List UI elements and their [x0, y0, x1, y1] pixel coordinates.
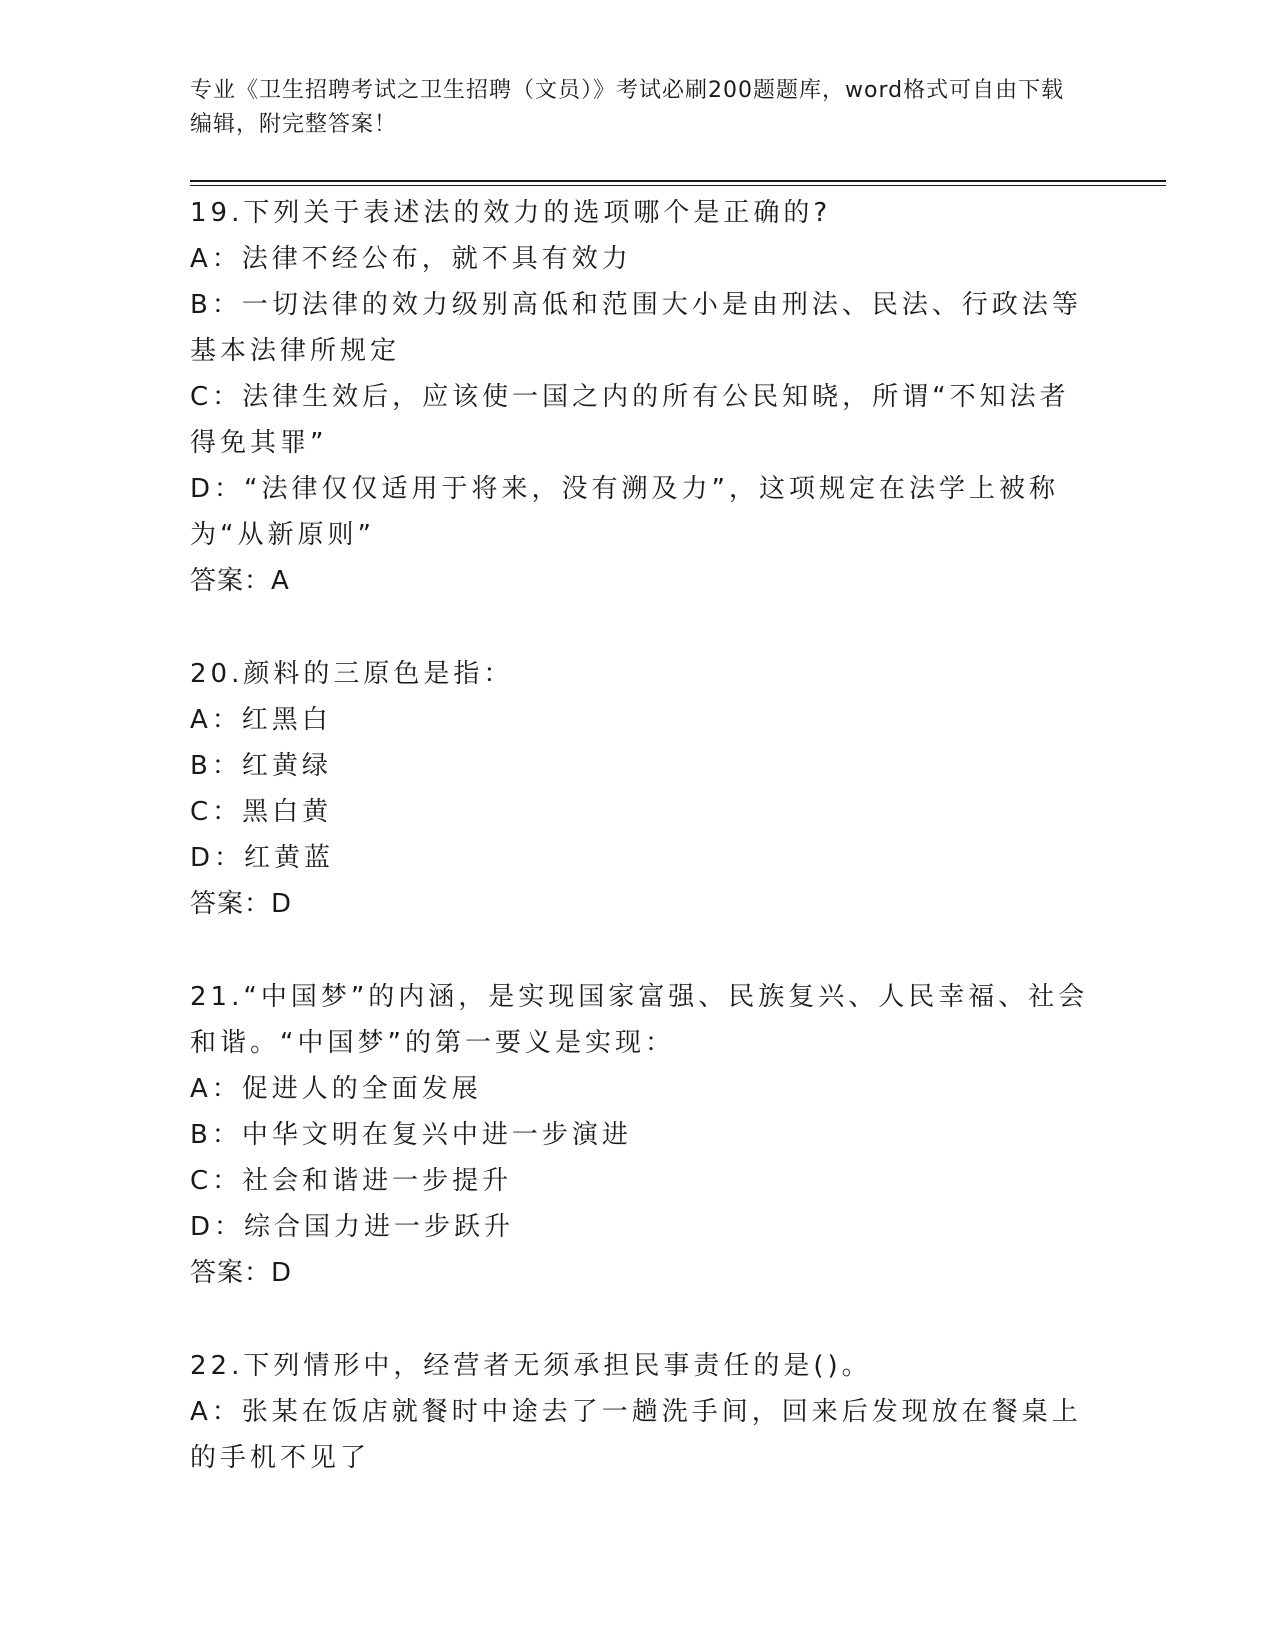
- answer-line: [190, 1250, 1090, 1296]
- option-c: C：法律生效后，应该使一国之内的所有公民知晓，所谓“不知法者得免其罪”: [190, 382, 1070, 458]
- question-stem: 21.“中国梦”的内涵，是实现国家富强、民族复兴、人民幸福、社会和谐。“中国梦”的第一要义是实现：: [190, 982, 1089, 1058]
- question-stem: 19.下列关于表述法的效力的选项哪个是正确的?: [190, 198, 832, 228]
- answer-line: [190, 558, 1090, 604]
- option-b: B：一切法律的效力级别高低和范围大小是由刑法、民法、行政法等基本法律所规定: [190, 290, 1082, 366]
- answer-value: D: [271, 889, 293, 919]
- answer-label: 答案：: [190, 566, 272, 596]
- question-stem: 22.下列情形中，经营者无须承担民事责任的是()。: [190, 1351, 872, 1381]
- question-list: [190, 190, 1090, 1528]
- question-stem: 20.颜料的三原色是指：: [190, 659, 514, 689]
- question-21: [190, 974, 1090, 1296]
- option-a: A：促进人的全面发展: [190, 1074, 482, 1104]
- document-header: 专业《卫生招聘考试之卫生招聘（文员）》考试必刷200题题库，word格式可自由下载编辑，附完整答案！: [190, 78, 1065, 137]
- option-a: A：张某在饭店就餐时中途去了一趟洗手间，回来后发现放在餐桌上的手机不见了: [190, 1397, 1082, 1473]
- question-20: [190, 651, 1090, 927]
- question-22: [190, 1343, 1090, 1481]
- option-d: D：红黄蓝: [190, 843, 335, 873]
- question-19: [190, 190, 1090, 604]
- option-c: C：社会和谐进一步提升: [190, 1166, 513, 1196]
- option-a: A：法律不经公布，就不具有效力: [190, 244, 632, 274]
- header-divider-thin: [190, 185, 1166, 186]
- answer-value: A: [271, 566, 290, 596]
- option-b: B：红黄绿: [190, 751, 332, 781]
- answer-label: 答案：: [190, 889, 272, 919]
- header-divider-thick: [190, 180, 1166, 182]
- option-d: D：综合国力进一步跃升: [190, 1212, 515, 1242]
- option-b: B：中华文明在复兴中进一步演进: [190, 1120, 632, 1150]
- option-d: D：“法律仅仅适用于将来，没有溯及力”，这项规定在法学上被称为“从新原则”: [190, 474, 1059, 550]
- answer-line: [190, 881, 1090, 927]
- answer-label: 答案：: [190, 1258, 272, 1288]
- option-c: C：黑白黄: [190, 797, 333, 827]
- answer-value: D: [271, 1258, 293, 1288]
- option-a: A：红黑白: [190, 705, 332, 735]
